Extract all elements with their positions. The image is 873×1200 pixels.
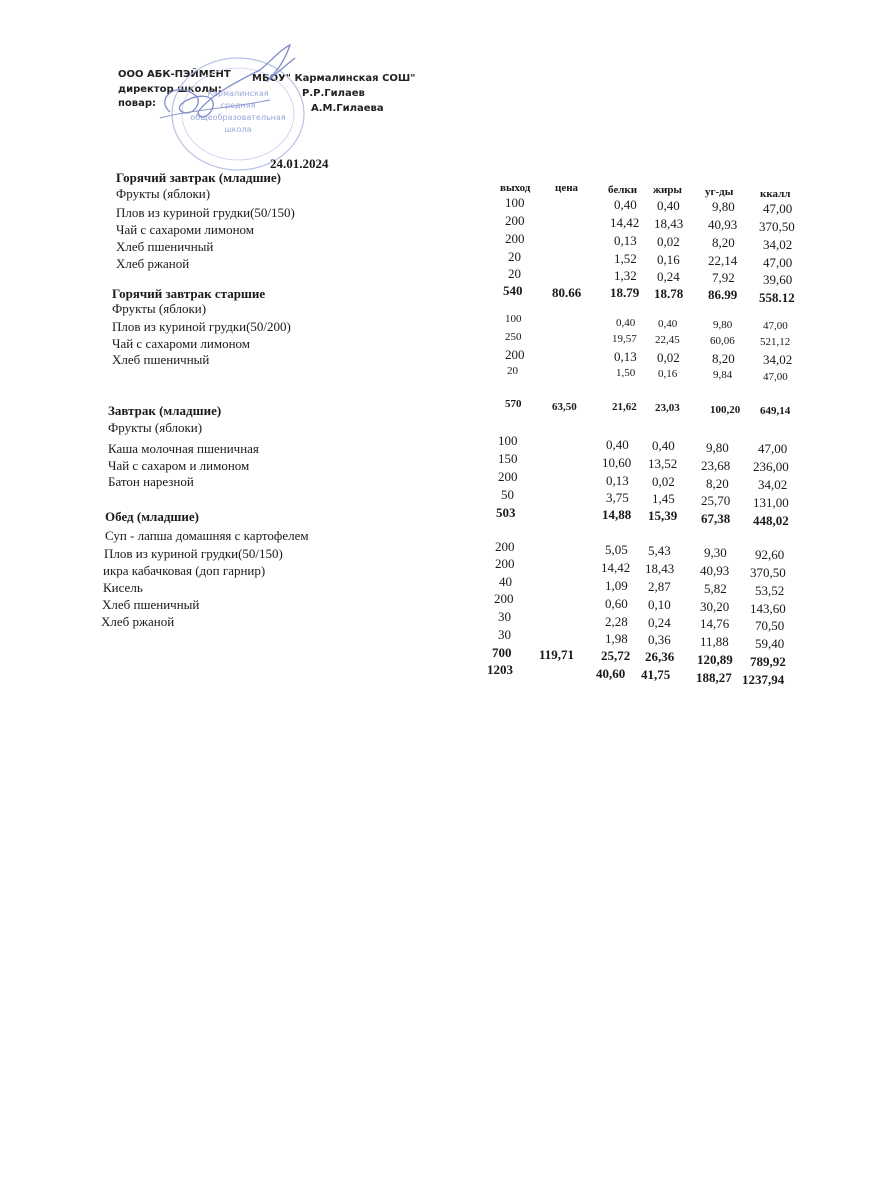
total-belki: 14,88 <box>602 507 632 522</box>
belki-value: 14,42 <box>601 560 631 575</box>
total-cena: 80.66 <box>552 285 582 300</box>
menu-item: Батон нарезной <box>108 474 194 489</box>
menu-item: Фрукты (яблоки) <box>112 301 207 316</box>
zhiry-value: 0,10 <box>648 597 671 612</box>
zhiry-value: 22,45 <box>655 334 680 346</box>
ugdy-value: 7,92 <box>712 270 735 285</box>
zhiry-value: 0,16 <box>657 252 680 267</box>
menu-item: Суп - лапша домашняя с картофелем <box>105 528 309 543</box>
belki-value: 0,13 <box>606 473 629 488</box>
vyhod-value: 20 <box>508 266 521 281</box>
grand-total-ugdy: 188,27 <box>696 670 732 685</box>
belki-value: 10,60 <box>602 455 632 470</box>
ugdy-value: 9,84 <box>713 369 733 381</box>
zhiry-value: 2,87 <box>648 579 671 594</box>
kkal-value: 39,60 <box>763 272 793 287</box>
zhiry-value: 0,24 <box>657 269 680 284</box>
total-zhiry: 26,36 <box>645 649 675 664</box>
kkal-value: 131,00 <box>753 495 789 510</box>
menu-date: 24.01.2024 <box>270 156 329 171</box>
kkal-value: 370,50 <box>750 565 786 580</box>
vyhod-value: 200 <box>505 347 525 362</box>
cook-label: повар: <box>118 98 157 109</box>
col-cena: цена <box>555 182 579 194</box>
vyhod-value: 200 <box>498 469 518 484</box>
belki-value: 3,75 <box>606 490 629 505</box>
menu-item: Чай с сахароми лимоном <box>112 336 251 351</box>
menu-item: Хлеб пшеничный <box>116 239 214 254</box>
vyhod-value: 20 <box>508 249 521 264</box>
stamp-line: общеобразовательная <box>190 113 286 122</box>
zhiry-value: 1,45 <box>652 491 675 506</box>
menu-item: Чай с сахаром и лимоном <box>108 458 250 473</box>
menu-item: Чай с сахароми лимоном <box>116 222 255 237</box>
stamp-line: школа <box>224 125 252 134</box>
total-belki: 21,62 <box>612 401 637 413</box>
ugdy-value: 60,06 <box>710 335 735 347</box>
cook-name: А.М.Гилаева <box>311 103 384 114</box>
ugdy-value: 8,20 <box>712 351 735 366</box>
kkal-value: 143,60 <box>750 601 786 616</box>
menu-item: Фрукты (яблоки) <box>116 186 211 201</box>
menu-item: Плов из куриной грудки(50/200) <box>112 319 291 334</box>
signature <box>150 40 320 130</box>
total-ugdy: 120,89 <box>697 652 733 667</box>
kkal-value: 47,00 <box>758 441 788 456</box>
belki-value: 0,40 <box>616 317 636 329</box>
vyhod-value: 100 <box>505 195 525 210</box>
vyhod-value: 200 <box>495 539 515 554</box>
ugdy-value: 40,93 <box>700 563 730 578</box>
org-left: ООО АБК-ПЭЙМЕНТ <box>118 69 231 80</box>
menu-item: Кисель <box>103 580 143 595</box>
grand-total-zhiry: 41,75 <box>641 667 671 682</box>
org-right: МБОУ" Кармалинская СОШ" <box>252 73 416 84</box>
total-vyhod: 700 <box>492 645 512 660</box>
section-title: Горячий завтрак (младшие) <box>116 170 282 185</box>
kkal-value: 34,02 <box>763 352 793 367</box>
ugdy-value: 14,76 <box>700 616 730 631</box>
ugdy-value: 9,80 <box>713 319 733 331</box>
ugdy-value: 23,68 <box>701 458 731 473</box>
menu-item: Хлеб пшеничный <box>102 597 200 612</box>
menu-item: икра кабачковая (доп гарнир) <box>103 563 266 578</box>
kkal-value: 47,00 <box>763 320 788 332</box>
kkal-value: 47,00 <box>763 255 793 270</box>
vyhod-value: 30 <box>498 627 511 642</box>
menu-item: Плов из куриной грудки(50/150) <box>104 546 283 561</box>
total-cena: 63,50 <box>552 401 577 413</box>
ugdy-value: 5,82 <box>704 581 727 596</box>
belki-value: 1,98 <box>605 631 628 646</box>
belki-value: 1,50 <box>616 367 636 379</box>
kkal-value: 92,60 <box>755 547 785 562</box>
total-kkal: 448,02 <box>753 513 789 528</box>
belki-value: 1,09 <box>605 578 628 593</box>
vyhod-value: 200 <box>495 556 515 571</box>
zhiry-value: 0,40 <box>658 318 678 330</box>
director-name: Р.Р.Гилаев <box>302 88 365 99</box>
belki-value: 1,52 <box>614 251 637 266</box>
col-belki: белки <box>608 184 638 196</box>
vyhod-value: 100 <box>498 433 518 448</box>
menu-item: Хлеб ржаной <box>116 256 190 271</box>
grand-total-belki: 40,60 <box>596 666 626 681</box>
vyhod-value: 50 <box>501 487 514 502</box>
ugdy-value: 9,30 <box>704 545 727 560</box>
grand-total-kkal: 1237,94 <box>742 672 785 687</box>
total-ugdy: 100,20 <box>710 404 741 416</box>
section-title: Завтрак (младшие) <box>108 403 222 418</box>
zhiry-value: 0,02 <box>657 234 680 249</box>
vyhod-value: 30 <box>498 609 511 624</box>
ugdy-value: 25,70 <box>701 493 731 508</box>
total-belki: 18.79 <box>610 285 640 300</box>
grand-total-vyhod: 1203 <box>487 662 513 677</box>
vyhod-value: 200 <box>494 591 514 606</box>
kkal-value: 34,02 <box>758 477 788 492</box>
ugdy-value: 8,20 <box>712 235 735 250</box>
section-title: Горячий завтрак старшие <box>112 286 266 301</box>
total-vyhod: 540 <box>503 283 523 298</box>
zhiry-value: 0,02 <box>657 350 680 365</box>
ugdy-value: 9,80 <box>712 199 735 214</box>
kkal-value: 370,50 <box>759 219 795 234</box>
ugdy-value: 11,88 <box>700 634 729 649</box>
zhiry-value: 13,52 <box>648 456 678 471</box>
stamp-line: Кармалинская <box>207 89 269 98</box>
total-zhiry: 23,03 <box>655 402 680 414</box>
vyhod-value: 20 <box>507 365 518 377</box>
total-kkal: 649,14 <box>760 405 791 417</box>
menu-item: Каша молочная пшеничная <box>108 441 259 456</box>
total-vyhod: 503 <box>496 505 516 520</box>
vyhod-value: 200 <box>505 231 525 246</box>
vyhod-value: 200 <box>505 213 525 228</box>
ugdy-value: 40,93 <box>708 217 738 232</box>
belki-value: 0,13 <box>614 233 637 248</box>
belki-value: 0,40 <box>614 197 637 212</box>
col-kkal: ккалл <box>760 188 791 200</box>
director-label: директор школы: <box>118 84 222 95</box>
total-cena: 119,71 <box>539 647 575 662</box>
total-kkal: 789,92 <box>750 654 786 669</box>
kkal-value: 34,02 <box>763 237 793 252</box>
menu-item: Хлеб пшеничный <box>112 352 210 367</box>
zhiry-value: 18,43 <box>654 216 684 231</box>
menu-item: Хлеб ржаной <box>101 614 175 629</box>
col-zhiry: жиры <box>653 184 683 196</box>
kkal-value: 59,40 <box>755 636 785 651</box>
zhiry-value: 0,24 <box>648 615 671 630</box>
ugdy-value: 9,80 <box>706 440 729 455</box>
kkal-value: 236,00 <box>753 459 789 474</box>
vyhod-value: 40 <box>499 574 512 589</box>
zhiry-value: 0,40 <box>652 438 675 453</box>
zhiry-value: 0,40 <box>657 198 680 213</box>
belki-value: 0,40 <box>606 437 629 452</box>
belki-value: 14,42 <box>610 215 640 230</box>
col-vyhod: выход <box>500 182 531 194</box>
kkal-value: 47,00 <box>763 371 788 383</box>
total-kkal: 558.12 <box>759 290 795 305</box>
ugdy-value: 30,20 <box>700 599 730 614</box>
kkal-value: 70,50 <box>755 618 785 633</box>
kkal-value: 521,12 <box>760 336 791 348</box>
vyhod-value: 150 <box>498 451 518 466</box>
kkal-value: 53,52 <box>755 583 785 598</box>
stamp-line: средняя <box>220 101 256 110</box>
kkal-value: 47,00 <box>763 201 793 216</box>
belki-value: 5,05 <box>605 542 628 557</box>
belki-value: 19,57 <box>612 333 637 345</box>
col-ugdy: уг-ды <box>705 186 734 198</box>
zhiry-value: 0,02 <box>652 474 675 489</box>
total-zhiry: 18.78 <box>654 286 684 301</box>
belki-value: 0,60 <box>605 596 628 611</box>
total-ugdy: 67,38 <box>701 511 731 526</box>
menu-item: Фрукты (яблоки) <box>108 420 203 435</box>
section-title: Обед (младшие) <box>105 509 199 524</box>
total-vyhod: 570 <box>505 398 522 410</box>
zhiry-value: 0,16 <box>658 368 678 380</box>
vyhod-value: 100 <box>505 313 522 325</box>
zhiry-value: 18,43 <box>645 561 675 576</box>
menu-item: Плов из куриной грудки(50/150) <box>116 205 295 220</box>
zhiry-value: 5,43 <box>648 543 671 558</box>
total-belki: 25,72 <box>601 648 631 663</box>
total-zhiry: 15,39 <box>648 508 678 523</box>
belki-value: 0,13 <box>614 349 637 364</box>
total-ugdy: 86.99 <box>708 287 738 302</box>
zhiry-value: 0,36 <box>648 632 671 647</box>
belki-value: 1,32 <box>614 268 637 283</box>
belki-value: 2,28 <box>605 614 628 629</box>
ugdy-value: 22,14 <box>708 253 738 268</box>
vyhod-value: 250 <box>505 331 522 343</box>
ugdy-value: 8,20 <box>706 476 729 491</box>
